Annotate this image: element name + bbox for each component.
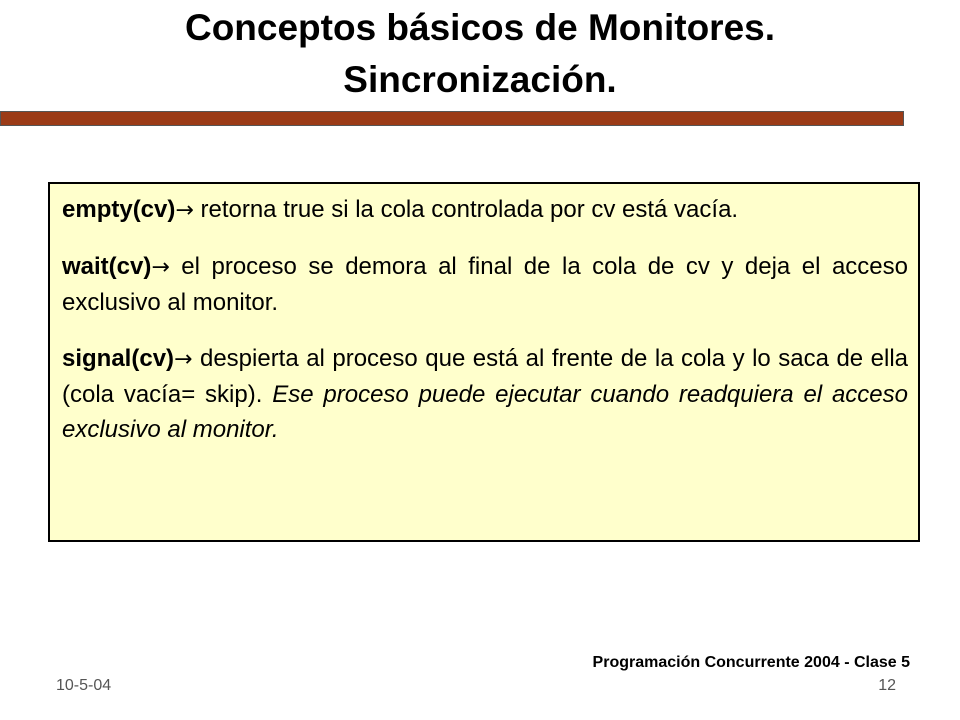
arrow-icon: → [151, 255, 170, 280]
definition-empty [62, 192, 908, 228]
definition-wait [62, 249, 908, 320]
arrow-icon: → [174, 347, 193, 372]
definition-text: despierta al proceso que está al frente de la cola y lo saca de ella (cola vacía= skip). [62, 345, 908, 408]
footer-date: 10-5-04 [56, 677, 112, 694]
page-number: 12 [878, 677, 896, 694]
definitions-box [48, 182, 920, 542]
term-wait: wait(cv) [62, 253, 152, 280]
title-divider-bar [0, 111, 904, 126]
definition-italic-note: Ese proceso puede ejecutar cuando readquiera el acceso exclusivo al monitor. [62, 381, 908, 443]
footer-course-title: Programación Concurrente 2004 - Clase 5 [592, 654, 910, 671]
title-line-2: Sincronización. [343, 59, 617, 100]
definition-signal [62, 341, 908, 447]
title-line-1: Conceptos básicos de Monitores. [184, 7, 776, 48]
term-signal: signal(cv) [62, 345, 175, 372]
term-empty: empty(cv) [62, 196, 176, 223]
page-title [0, 2, 960, 106]
definition-text: el proceso se demora al final de la cola de cv y deja el acceso exclusivo al monitor. [62, 253, 908, 316]
definition-text: retorna true si la cola controlada por cv está vacía. [193, 196, 739, 223]
arrow-icon: → [175, 198, 194, 223]
